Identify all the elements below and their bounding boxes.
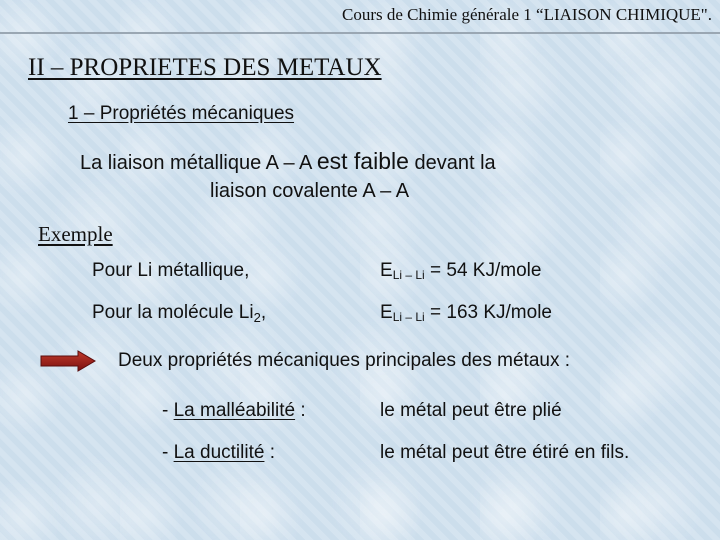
- statement-text: La liaison métallique A – A: [80, 152, 317, 174]
- conclusion-text: Deux propriétés mécaniques principales des métaux :: [118, 350, 571, 371]
- example-row-2-label: [92, 302, 266, 325]
- example-label: Exemple: [38, 222, 113, 246]
- statement-emphasis: est faible: [316, 148, 409, 174]
- energy-symbol: E: [380, 302, 393, 323]
- energy-symbol: E: [380, 260, 393, 281]
- course-title: Cours de Chimie générale 1 “LIAISON CHIMIQUE".: [342, 5, 712, 24]
- example-row-2-energy: [380, 302, 552, 324]
- statement-line-2: liaison covalente A – A: [210, 180, 410, 202]
- property-prefix: -: [162, 442, 174, 463]
- property-ductility-description: le métal peut être étiré en fils.: [380, 442, 630, 463]
- slide-header: [0, 0, 720, 34]
- example-row-1-energy: [380, 260, 541, 282]
- energy-value: = 163 KJ/mole: [424, 302, 552, 323]
- molecule-text: Pour la molécule Li: [92, 302, 254, 323]
- energy-value: = 54 KJ/mole: [424, 260, 542, 281]
- property-ductility: [162, 442, 275, 464]
- property-suffix: :: [295, 400, 306, 421]
- statement-line-1: [80, 148, 496, 175]
- energy-subscript: Li – Li: [392, 310, 425, 324]
- molecule-suffix: ,: [260, 302, 267, 323]
- property-malleability: [162, 400, 306, 422]
- property-prefix: -: [162, 400, 174, 421]
- property-malleability-description: le métal peut être plié: [380, 400, 562, 421]
- property-name: La malléabilité: [173, 400, 296, 421]
- right-arrow-icon: [40, 350, 96, 372]
- subsection-title: 1 – Propriétés mécaniques: [68, 103, 295, 124]
- example-row-1-label: Pour Li métallique,: [92, 260, 250, 281]
- statement-text-end: devant la: [408, 152, 496, 174]
- property-suffix: :: [264, 442, 276, 463]
- energy-subscript: Li – Li: [392, 268, 425, 282]
- molecule-subscript: 2: [253, 310, 261, 325]
- property-name: La ductilité: [173, 442, 265, 463]
- section-title: II – PROPRIETES DES METAUX: [28, 54, 382, 81]
